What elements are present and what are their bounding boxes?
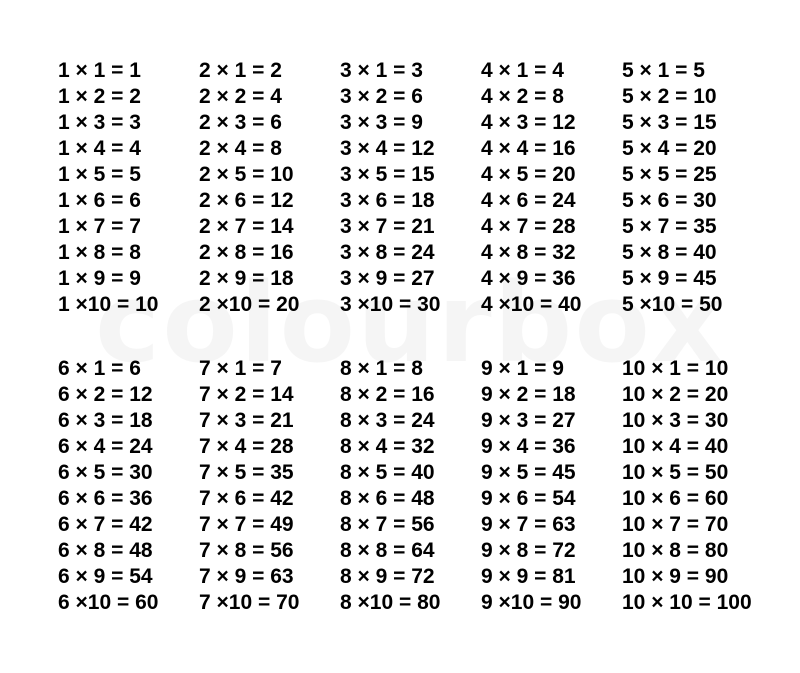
equation-row: 3 × 6 = 18: [340, 189, 435, 212]
times-table-column-8: [340, 356, 481, 616]
equation-row: 3 × 4 = 12: [340, 137, 435, 160]
equation-row: 9 × 7 = 63: [481, 513, 576, 536]
equation-row: 9 × 4 = 36: [481, 435, 576, 458]
equation-row: 9 × 3 = 27: [481, 409, 576, 432]
equation-row: 6 × 7 = 42: [58, 513, 153, 536]
equation-row: 9 × 9 = 81: [481, 565, 576, 588]
equation-row: 10 × 6 = 60: [622, 487, 729, 510]
equation-row: 1 × 5 = 5: [58, 163, 141, 186]
equation-row: 1 × 1 = 1: [58, 59, 141, 82]
equation-row: 8 × 9 = 72: [340, 565, 435, 588]
equation-row: 2 × 4 = 8: [199, 137, 282, 160]
equation-row: 5 × 1 = 5: [622, 59, 705, 82]
equation-row: 4 × 5 = 20: [481, 163, 576, 186]
equation-row: 2 × 1 = 2: [199, 59, 282, 82]
equation-row: 7 ×10 = 70: [199, 591, 300, 614]
equation-row: 6 × 6 = 36: [58, 487, 153, 510]
equation-row: 5 × 8 = 40: [622, 241, 717, 264]
equation-row: 8 × 4 = 32: [340, 435, 435, 458]
times-table-column-7: [199, 356, 340, 616]
times-table-column-3: [340, 58, 481, 318]
equation-row: 6 × 1 = 6: [58, 357, 141, 380]
equation-row: 10 × 8 = 80: [622, 539, 729, 562]
equation-row: 4 × 9 = 36: [481, 267, 576, 290]
equation-row: 3 × 2 = 6: [340, 85, 423, 108]
times-table-column-5: [622, 58, 762, 318]
equation-row: 9 × 8 = 72: [481, 539, 576, 562]
times-table-block-1-to-5: [58, 58, 778, 318]
equation-row: 9 × 1 = 9: [481, 357, 564, 380]
equation-row: 7 × 2 = 14: [199, 383, 294, 406]
equation-row: 5 × 3 = 15: [622, 111, 717, 134]
equation-row: 3 × 5 = 15: [340, 163, 435, 186]
equation-row: 4 × 2 = 8: [481, 85, 564, 108]
equation-row: 5 ×10 = 50: [622, 293, 723, 316]
times-table-column-1: [58, 58, 199, 318]
equation-row: 10 × 2 = 20: [622, 383, 729, 406]
equation-row: 4 × 1 = 4: [481, 59, 564, 82]
times-table-column-2: [199, 58, 340, 318]
equation-row: 7 × 8 = 56: [199, 539, 294, 562]
equation-row: 1 ×10 = 10: [58, 293, 159, 316]
equation-row: 10 × 7 = 70: [622, 513, 729, 536]
equation-row: 1 × 9 = 9: [58, 267, 141, 290]
equation-row: 8 ×10 = 80: [340, 591, 441, 614]
equation-row: 3 × 8 = 24: [340, 241, 435, 264]
equation-row: 9 ×10 = 90: [481, 591, 582, 614]
times-table-column-4: [481, 58, 622, 318]
equation-row: 1 × 7 = 7: [58, 215, 141, 238]
equation-row: 6 × 3 = 18: [58, 409, 153, 432]
equation-row: 9 × 6 = 54: [481, 487, 576, 510]
equation-row: 6 × 2 = 12: [58, 383, 153, 406]
equation-row: 1 × 3 = 3: [58, 111, 141, 134]
equation-row: 10 × 10 = 100: [622, 591, 752, 614]
equation-row: 7 × 5 = 35: [199, 461, 294, 484]
equation-row: 4 × 6 = 24: [481, 189, 576, 212]
equation-row: 1 × 6 = 6: [58, 189, 141, 212]
equation-row: 8 × 1 = 8: [340, 357, 423, 380]
equation-row: 4 × 8 = 32: [481, 241, 576, 264]
equation-row: 10 × 4 = 40: [622, 435, 729, 458]
times-table-column-10: [622, 356, 762, 616]
equation-row: 3 × 3 = 9: [340, 111, 423, 134]
equation-row: 8 × 6 = 48: [340, 487, 435, 510]
equation-row: 10 × 3 = 30: [622, 409, 729, 432]
equation-row: 3 × 7 = 21: [340, 215, 435, 238]
equation-row: 7 × 3 = 21: [199, 409, 294, 432]
equation-row: 7 × 4 = 28: [199, 435, 294, 458]
equation-row: 6 × 5 = 30: [58, 461, 153, 484]
equation-row: 6 ×10 = 60: [58, 591, 159, 614]
equation-row: 3 × 1 = 3: [340, 59, 423, 82]
equation-row: 6 × 4 = 24: [58, 435, 153, 458]
equation-row: 7 × 9 = 63: [199, 565, 294, 588]
equation-row: 8 × 5 = 40: [340, 461, 435, 484]
equation-row: 7 × 6 = 42: [199, 487, 294, 510]
equation-row: 2 × 2 = 4: [199, 85, 282, 108]
equation-row: 5 × 9 = 45: [622, 267, 717, 290]
equation-row: 10 × 9 = 90: [622, 565, 729, 588]
equation-row: 4 × 3 = 12: [481, 111, 576, 134]
equation-row: 4 ×10 = 40: [481, 293, 582, 316]
equation-row: 3 × 9 = 27: [340, 267, 435, 290]
equation-row: 2 ×10 = 20: [199, 293, 300, 316]
times-table-block-6-to-10: [58, 356, 778, 616]
equation-row: 2 × 6 = 12: [199, 189, 294, 212]
equation-row: 10 × 5 = 50: [622, 461, 729, 484]
equation-row: 1 × 2 = 2: [58, 85, 141, 108]
equation-row: 7 × 1 = 7: [199, 357, 282, 380]
equation-row: 8 × 2 = 16: [340, 383, 435, 406]
equation-row: 9 × 5 = 45: [481, 461, 576, 484]
times-table-column-9: [481, 356, 622, 616]
equation-row: 2 × 3 = 6: [199, 111, 282, 134]
equation-row: 1 × 8 = 8: [58, 241, 141, 264]
equation-row: 2 × 7 = 14: [199, 215, 294, 238]
equation-row: 9 × 2 = 18: [481, 383, 576, 406]
equation-row: 10 × 1 = 10: [622, 357, 729, 380]
equation-row: 7 × 7 = 49: [199, 513, 294, 536]
equation-row: 2 × 5 = 10: [199, 163, 294, 186]
equation-row: 8 × 3 = 24: [340, 409, 435, 432]
equation-row: 8 × 7 = 56: [340, 513, 435, 536]
equation-row: 6 × 9 = 54: [58, 565, 153, 588]
equation-row: 6 × 8 = 48: [58, 539, 153, 562]
equation-row: 8 × 8 = 64: [340, 539, 435, 562]
equation-row: 5 × 4 = 20: [622, 137, 717, 160]
times-table-column-6: [58, 356, 199, 616]
equation-row: 2 × 8 = 16: [199, 241, 294, 264]
equation-row: 5 × 7 = 35: [622, 215, 717, 238]
equation-row: 2 × 9 = 18: [199, 267, 294, 290]
equation-row: 3 ×10 = 30: [340, 293, 441, 316]
equation-row: 4 × 4 = 16: [481, 137, 576, 160]
equation-row: 1 × 4 = 4: [58, 137, 141, 160]
equation-row: 5 × 5 = 25: [622, 163, 717, 186]
equation-row: 5 × 6 = 30: [622, 189, 717, 212]
equation-row: 4 × 7 = 28: [481, 215, 576, 238]
equation-row: 5 × 2 = 10: [622, 85, 717, 108]
